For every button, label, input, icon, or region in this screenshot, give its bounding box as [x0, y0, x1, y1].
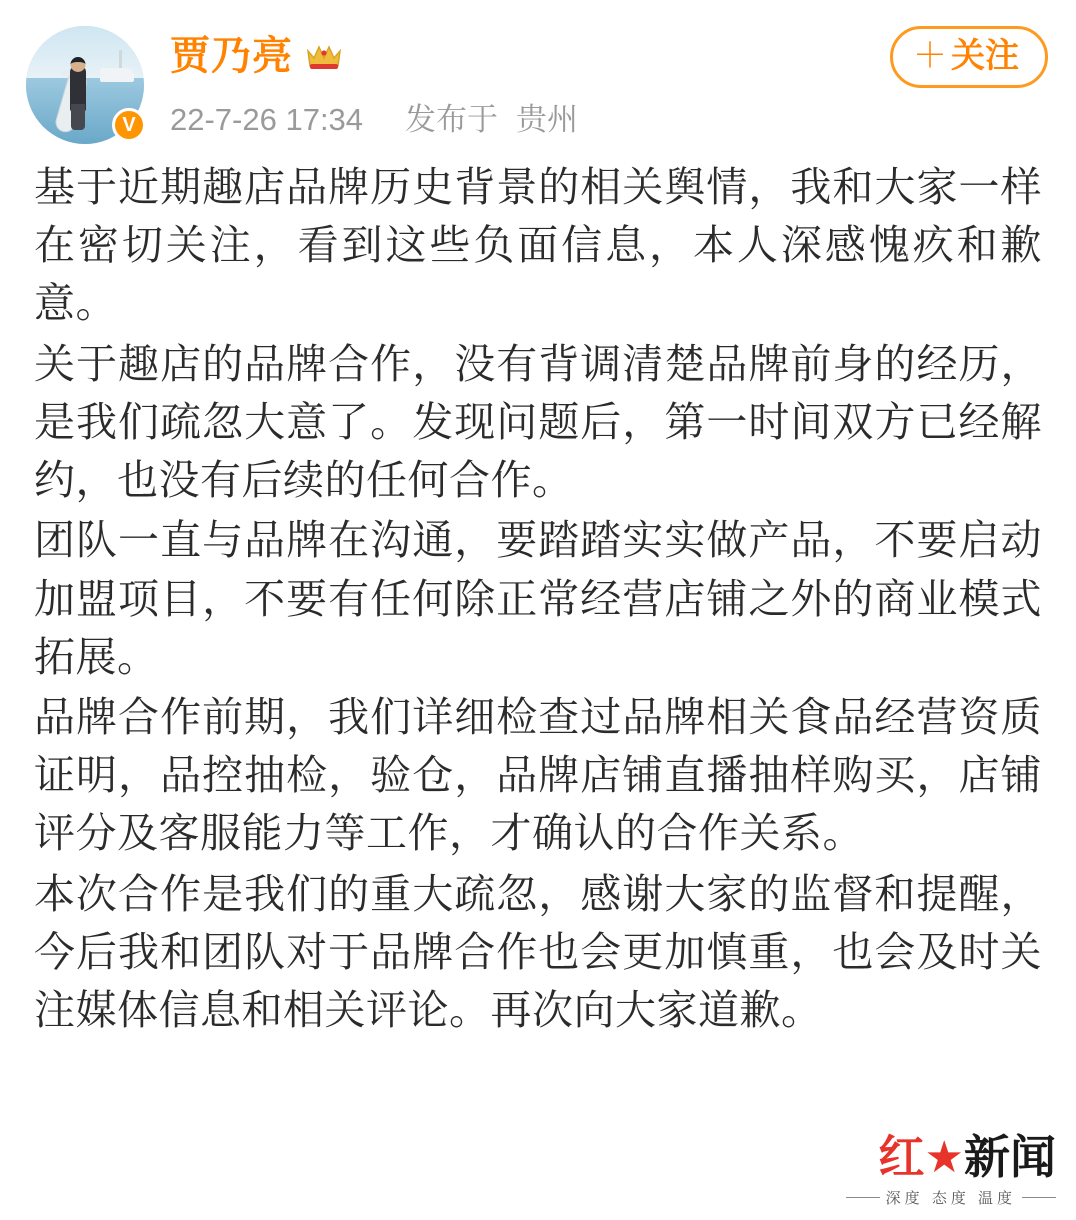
crown-icon	[305, 41, 343, 71]
watermark-tagline-row	[796, 1187, 1056, 1208]
avatar-boat	[100, 68, 134, 82]
published-label: 发布于	[405, 102, 499, 137]
follow-button[interactable]	[890, 26, 1048, 88]
watermark-red-text: 红	[878, 1132, 925, 1183]
verified-orange-v-icon: V	[112, 108, 146, 142]
watermark-black-text: 新闻	[964, 1132, 1056, 1183]
post-paragraph: 本次合作是我们的重大疏忽，感谢大家的监督和提醒，今后我和团队对于品牌合作也会更加慎重，也会及时关注媒体信息和相关评论。再次向大家道歉。	[34, 870, 1042, 1034]
post-body	[0, 144, 1076, 1039]
post-timestamp: 22-7-26 17:34	[170, 102, 364, 137]
post-paragraph: 团队一直与品牌在沟通，要踏踏实实做产品，不要启动加盟项目，不要有任何除正常经营店铺之外的商业模式拓展。	[34, 517, 1042, 680]
avatar-person-head	[70, 57, 85, 72]
watermark-tagline: 深度 态度 温度	[885, 1190, 1016, 1207]
avatar[interactable]	[26, 26, 144, 144]
star-icon: ★	[924, 1133, 964, 1182]
tagline-rule-right	[1022, 1197, 1056, 1198]
post-paragraph: 关于趣店的品牌合作，没有背调清楚品牌前身的经历，是我们疏忽大意了。发现问题后，第一时间双方已经解约，也没有后续的任何合作。	[34, 340, 1042, 504]
plus-icon: ＋	[913, 37, 947, 75]
post-paragraph: 品牌合作前期，我们详细检查过品牌相关食品经营资质证明，品控抽检，验仓，品牌店铺直播抽样购买，店铺评分及客服能力等工作，才确认的合作关系。	[34, 693, 1042, 857]
watermark-logo	[796, 1132, 1056, 1183]
avatar-person-legs	[71, 104, 85, 130]
tagline-rule-left	[846, 1197, 880, 1198]
follow-button-label: 关注	[951, 37, 1019, 75]
watermark	[796, 1132, 1056, 1208]
post-location[interactable]: 贵州	[516, 102, 579, 137]
post-meta	[170, 94, 1050, 139]
post-paragraph: 基于近期趣店品牌历史背景的相关舆情，我和大家一样在密切关注，看到这些负面信息，本人深感愧疚和歉意。	[34, 164, 1042, 327]
author-name[interactable]: 贾乃亮	[170, 34, 293, 78]
post-header	[0, 0, 1076, 144]
